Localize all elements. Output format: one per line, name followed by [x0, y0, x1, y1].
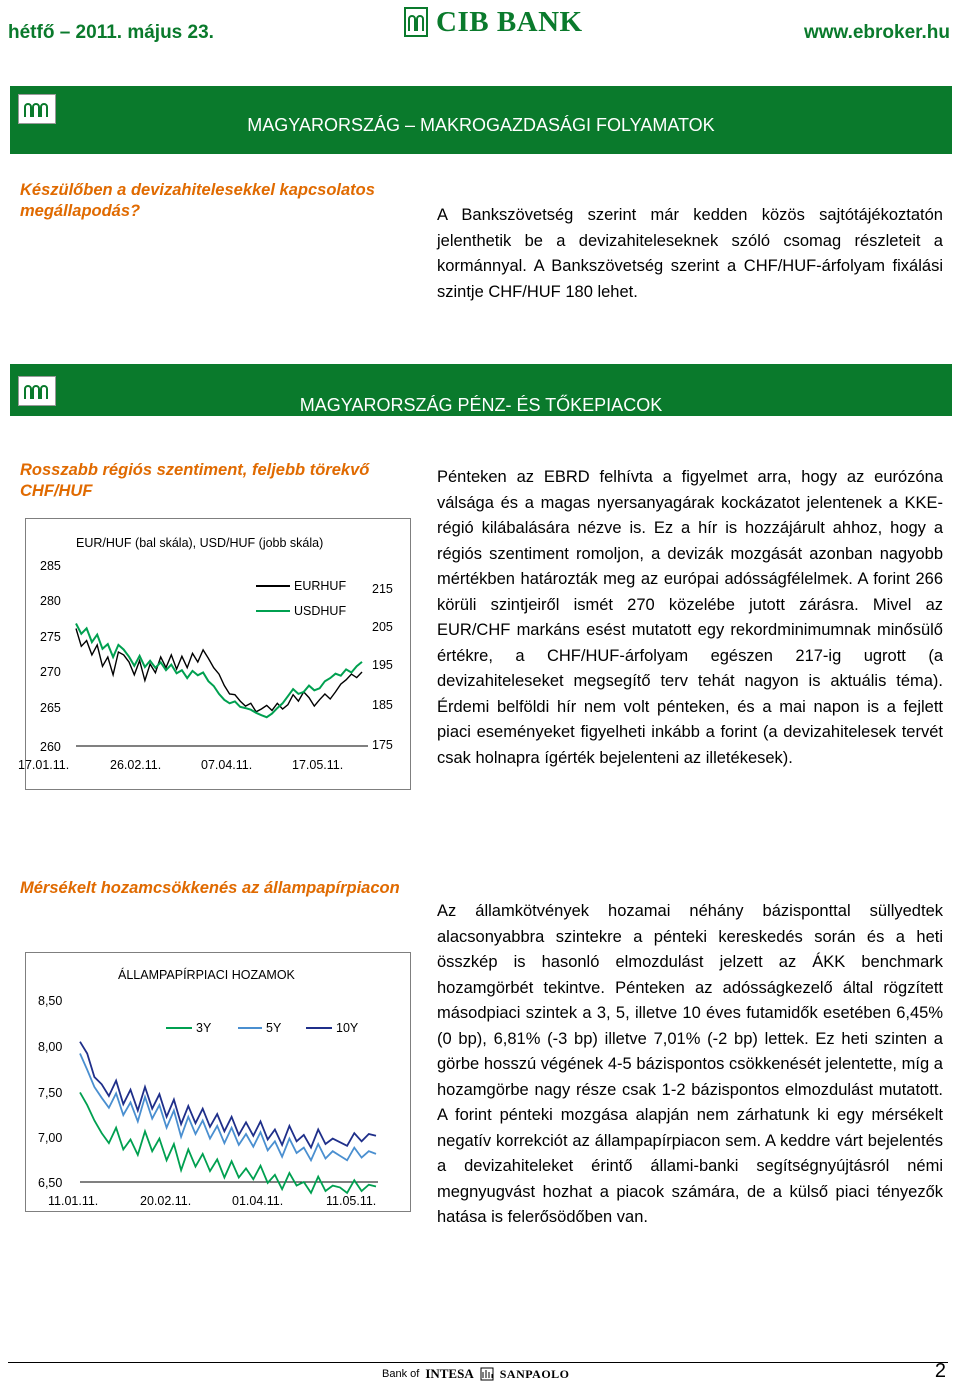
- page-number: 2: [934, 1360, 946, 1382]
- bank-name: CIB BANK: [436, 5, 583, 38]
- cib-logo: [404, 2, 583, 42]
- x-tick: 07.04.11.: [201, 758, 253, 772]
- x-tick: 11.01.11.: [48, 1194, 99, 1208]
- series-line-10y: [80, 1042, 376, 1148]
- y-tick: 8,50: [38, 994, 63, 1008]
- y-tick-left: 260: [40, 740, 61, 754]
- y-tick-right: 205: [372, 620, 393, 634]
- y-tick: 7,50: [38, 1086, 63, 1100]
- yield-chart-svg: [26, 953, 410, 1211]
- x-tick: 20.02.11.: [140, 1194, 192, 1208]
- x-tick: 26.02.11.: [110, 758, 162, 772]
- x-tick: 17.05.11.: [292, 758, 344, 772]
- legend-label: USDHUF: [294, 604, 347, 618]
- footer-divider: [8, 1362, 948, 1363]
- y-tick: 8,00: [38, 1040, 63, 1054]
- intesa-mark-icon: [480, 1367, 494, 1381]
- article-paragraph: Az államkötvények hozamai néhány bázisponttal süllyedtek alacsonyabbra szintekre a pénteki kereskedés során és a heti összkép is hasonló elmozdulást jelzett az ÁKK benchmark hozamgörbét tekintve. Pénteken az adósságkezelő által rögzített másodpiaci szintek a 3, 5, illetve 10 éves futamidők esetében 6,45% (0 bp), 6,81% (-3 bp) illetve 7,01% (-2 bp) lettek. Ez heti szinten a görbe hosszú végének 4-5 bázispontos csökkenését jelentette, míg a hozamgörbe nagy része csak 1-2 bázispontos elmozdulást mutatott. A forint pénteki mozgása alapján nem zárhatunk ki egy mérsékelt negatív korrekciót az állampapírpiacon sem. A keddre várt bejelentés a devizahiteleket érintő állami-banki segítségnyújtásról némi megnyugvást hozhat a piacok számára, de a külső piaci tényezők hatása is felerősödőben van.: [437, 902, 943, 1226]
- brand-sanpaolo: SANPAOLO: [499, 1366, 570, 1381]
- x-tick: 01.04.11.: [232, 1194, 284, 1208]
- y-tick-right: 215: [372, 582, 393, 596]
- legend-label: 5Y: [266, 1021, 282, 1035]
- y-tick: 6,50: [38, 1176, 63, 1190]
- brand-prefix: Bank of: [382, 1368, 420, 1380]
- report-date: hétfő – 2011. május 23.: [8, 22, 214, 43]
- y-tick-left: 265: [40, 701, 61, 715]
- chart-title: ÁLLAMPAPÍRPIACI HOZAMOK: [118, 968, 295, 982]
- y-tick: 7,00: [38, 1131, 63, 1145]
- section-title: MAGYARORSZÁG – MAKROGAZDASÁGI FOLYAMATOK: [247, 115, 715, 135]
- article-paragraph: Pénteken az EBRD felhívta a figyelmet arra, hogy az eurózóna válsága és a magas nyersanyagárak kockázatot jelentenek a KKE-régió kilábalására nézve is. Ez a hír is hozzájárult ahhoz, hogy a régiós szentiment romoljon, a devizák mozgását azonban nagyobb mértékben határozták meg az európai adósságfélelmek. A forint 266 körüli szintjeiről ismét 270 közelébe jutott zárásra. Mivel az EUR/CHF markáns esést mutatott egy rekordminimumnak minősülő értékre, a CHF/HUF-árfolyam egészen 217-ig ugrott (a devizahiteleseket megsegítő terv tehát nagyon is aktuális téma). Érdemi belföldi hír nem volt pénteken, és a mai napon is a fejlett piaci eseményeket figyelheti inkább a forint (a devizahitelesek tervét csak holnapra ígérték bejelenteni az illetékesek).: [437, 468, 943, 767]
- y-tick-left: 270: [40, 665, 61, 679]
- page-header: [0, 0, 960, 72]
- legend-label: EURHUF: [294, 579, 347, 593]
- section-band-macro: [10, 86, 952, 154]
- y-tick-right: 195: [372, 658, 393, 672]
- x-tick: 11.05.11.: [326, 1194, 377, 1208]
- article-heading: Készülőben a devizahitelesekkel kapcsolatos megállapodás?: [20, 181, 375, 220]
- y-tick-left: 285: [40, 559, 61, 573]
- y-tick-left: 280: [40, 594, 61, 608]
- y-tick-left: 275: [40, 630, 61, 644]
- article-heading: Mérsékelt hozamcsökkenés az állampapírpiacon: [20, 879, 400, 897]
- legend-label: 3Y: [196, 1021, 212, 1035]
- article-heading: Rosszabb régiós szentiment, feljebb törekvő CHF/HUF: [20, 461, 370, 500]
- chart-title: EUR/HUF (bal skála), USD/HUF (jobb skála): [76, 536, 324, 550]
- cib-logo-icon: [404, 7, 428, 37]
- legend-label: 10Y: [336, 1021, 359, 1035]
- x-tick: 17.01.11.: [18, 758, 70, 772]
- series-line-5y: [80, 1054, 376, 1161]
- series-line-usdhuf: [76, 624, 362, 718]
- intesa-logo: [382, 1366, 570, 1382]
- brand-intesa: INTESA: [425, 1366, 474, 1381]
- fx-chart: [18, 518, 411, 790]
- section-band-markets: [10, 364, 952, 416]
- series-line-eurhuf: [76, 629, 362, 712]
- series-line-3y: [80, 1092, 376, 1193]
- y-tick-right: 185: [372, 698, 393, 712]
- yield-chart: [25, 952, 411, 1212]
- site-link[interactable]: www.ebroker.hu: [803, 22, 950, 43]
- section-title: MAGYARORSZÁG PÉNZ- ÉS TŐKEPIACOK: [299, 395, 663, 415]
- article-paragraph: A Bankszövetség szerint már kedden közös sajtótájékoztatón jelenthetik be a devizahiteleseknek szóló csomag részleteit a kormánnyal. A Bankszövetség szerint a CHF/HUF-árfolyam fixálási szintje CHF/HUF 180 lehet.: [437, 206, 943, 301]
- y-tick-right: 175: [372, 738, 393, 752]
- fx-chart-svg: [18, 519, 410, 789]
